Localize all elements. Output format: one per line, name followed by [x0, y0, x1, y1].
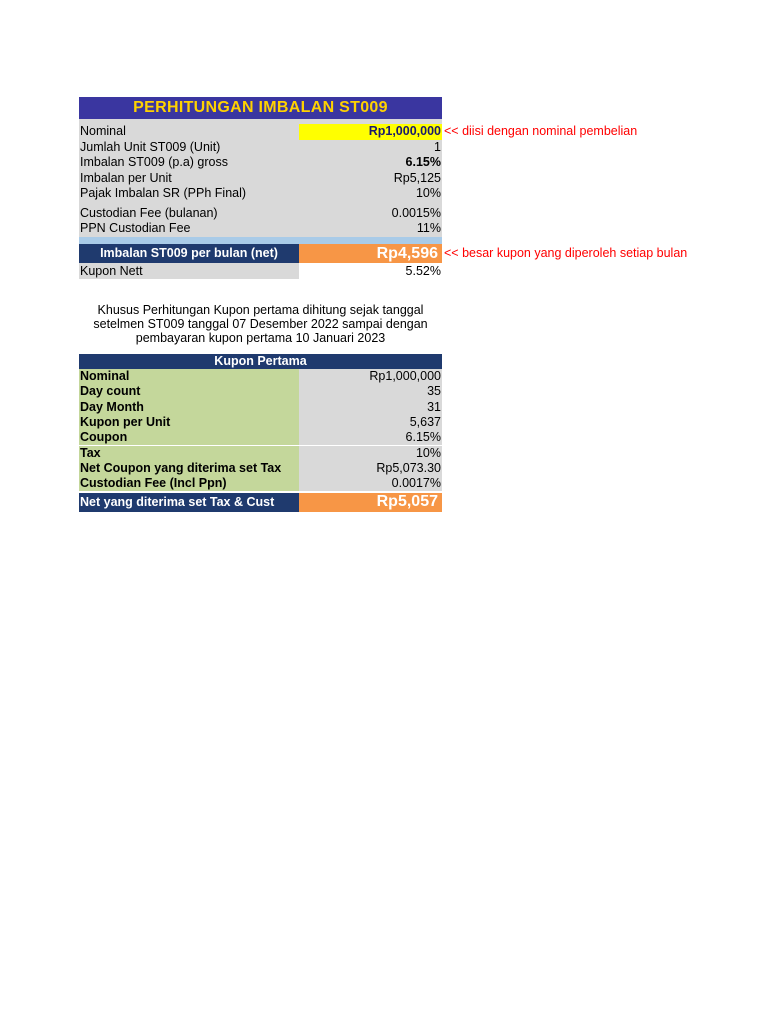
row-imbalan-per-unit: [79, 171, 442, 187]
kp-net-value: Rp5,057: [299, 493, 442, 512]
net-note: << besar kupon yang diperoleh setiap bulan: [444, 246, 688, 260]
nominal-note: << diisi dengan nominal pembelian: [444, 124, 638, 138]
nominal-input[interactable]: Rp1,000,000: [368, 124, 441, 138]
kupon-nett-label: Kupon Nett: [80, 264, 143, 278]
row-value: 0.0015%: [391, 206, 441, 220]
row-label: Day count: [79, 384, 299, 399]
row-value: 10%: [299, 446, 442, 461]
row-label: Net Coupon yang diterima set Tax: [79, 461, 299, 476]
row-label: Custodian Fee (bulanan): [80, 206, 218, 220]
net-monthly-value: Rp4,596: [299, 244, 442, 263]
row-value: 6.15%: [299, 430, 442, 445]
divider-band: [79, 237, 442, 244]
kupon-pertama-header: Kupon Pertama: [79, 354, 442, 369]
kp-net-row: [79, 493, 442, 512]
net-monthly-row: [79, 244, 442, 263]
row-label: Jumlah Unit ST009 (Unit): [80, 139, 221, 154]
row-value: 6.15%: [405, 155, 441, 169]
row-value: 0.0017%: [299, 476, 442, 491]
kp-row-net-coupon: [79, 461, 442, 476]
sheet-title: PERHITUNGAN IMBALAN ST009: [79, 97, 442, 119]
kp-row-custodian-fee: [79, 476, 442, 491]
row-value: 31: [299, 400, 442, 415]
kp-row-nominal: [79, 369, 442, 384]
row-label: PPN Custodian Fee: [80, 221, 191, 235]
row-ppn-custodian: [79, 221, 442, 237]
kupon-nett-value: 5.52%: [405, 264, 441, 278]
row-value: 1: [434, 139, 441, 154]
row-imbalan-gross: [79, 155, 442, 171]
row-label: Pajak Imbalan SR (PPh Final): [80, 186, 247, 200]
row-label: Coupon: [79, 430, 299, 445]
row-pajak: [79, 186, 442, 202]
kupon-nett-label-cell: [79, 263, 299, 279]
row-label: Nominal: [80, 124, 126, 138]
kp-row-day-month: [79, 400, 442, 415]
row-label: Custodian Fee (Incl Ppn): [79, 476, 299, 491]
row-label: Day Month: [79, 400, 299, 415]
row-label: Nominal: [79, 369, 299, 384]
row-value: Rp5,073.30: [299, 461, 442, 476]
row-label: Tax: [79, 446, 299, 461]
row-value: 5,637: [299, 415, 442, 430]
net-monthly-label: Imbalan ST009 per bulan (net): [79, 244, 299, 263]
row-value: 35: [299, 384, 442, 399]
row-value: Rp1,000,000: [299, 369, 442, 384]
row-jumlah-unit: [79, 140, 442, 156]
row-label: Imbalan ST009 (p.a) gross: [80, 155, 228, 169]
info-text: Khusus Perhitungan Kupon pertama dihitung sejak tanggal setelmen ST009 tanggal 07 Desember 2022 sampai dengan pembayaran kupon pertama 10 Januari 2023: [93, 303, 428, 345]
row-value: Rp5,125: [393, 170, 441, 185]
row-custodian-fee: [79, 206, 442, 222]
kp-row-day-count: [79, 384, 442, 399]
row-label: Imbalan per Unit: [80, 170, 172, 185]
kp-row-kupon-per-unit: [79, 415, 442, 430]
kp-net-label: Net yang diterima set Tax & Cust: [79, 493, 299, 512]
kp-row-tax: [79, 446, 442, 461]
kp-row-coupon: [79, 430, 442, 445]
row-label: Kupon per Unit: [79, 415, 299, 430]
row-value: 10%: [415, 186, 441, 200]
row-nominal[interactable]: [79, 124, 442, 140]
row-value: 11%: [416, 221, 441, 235]
